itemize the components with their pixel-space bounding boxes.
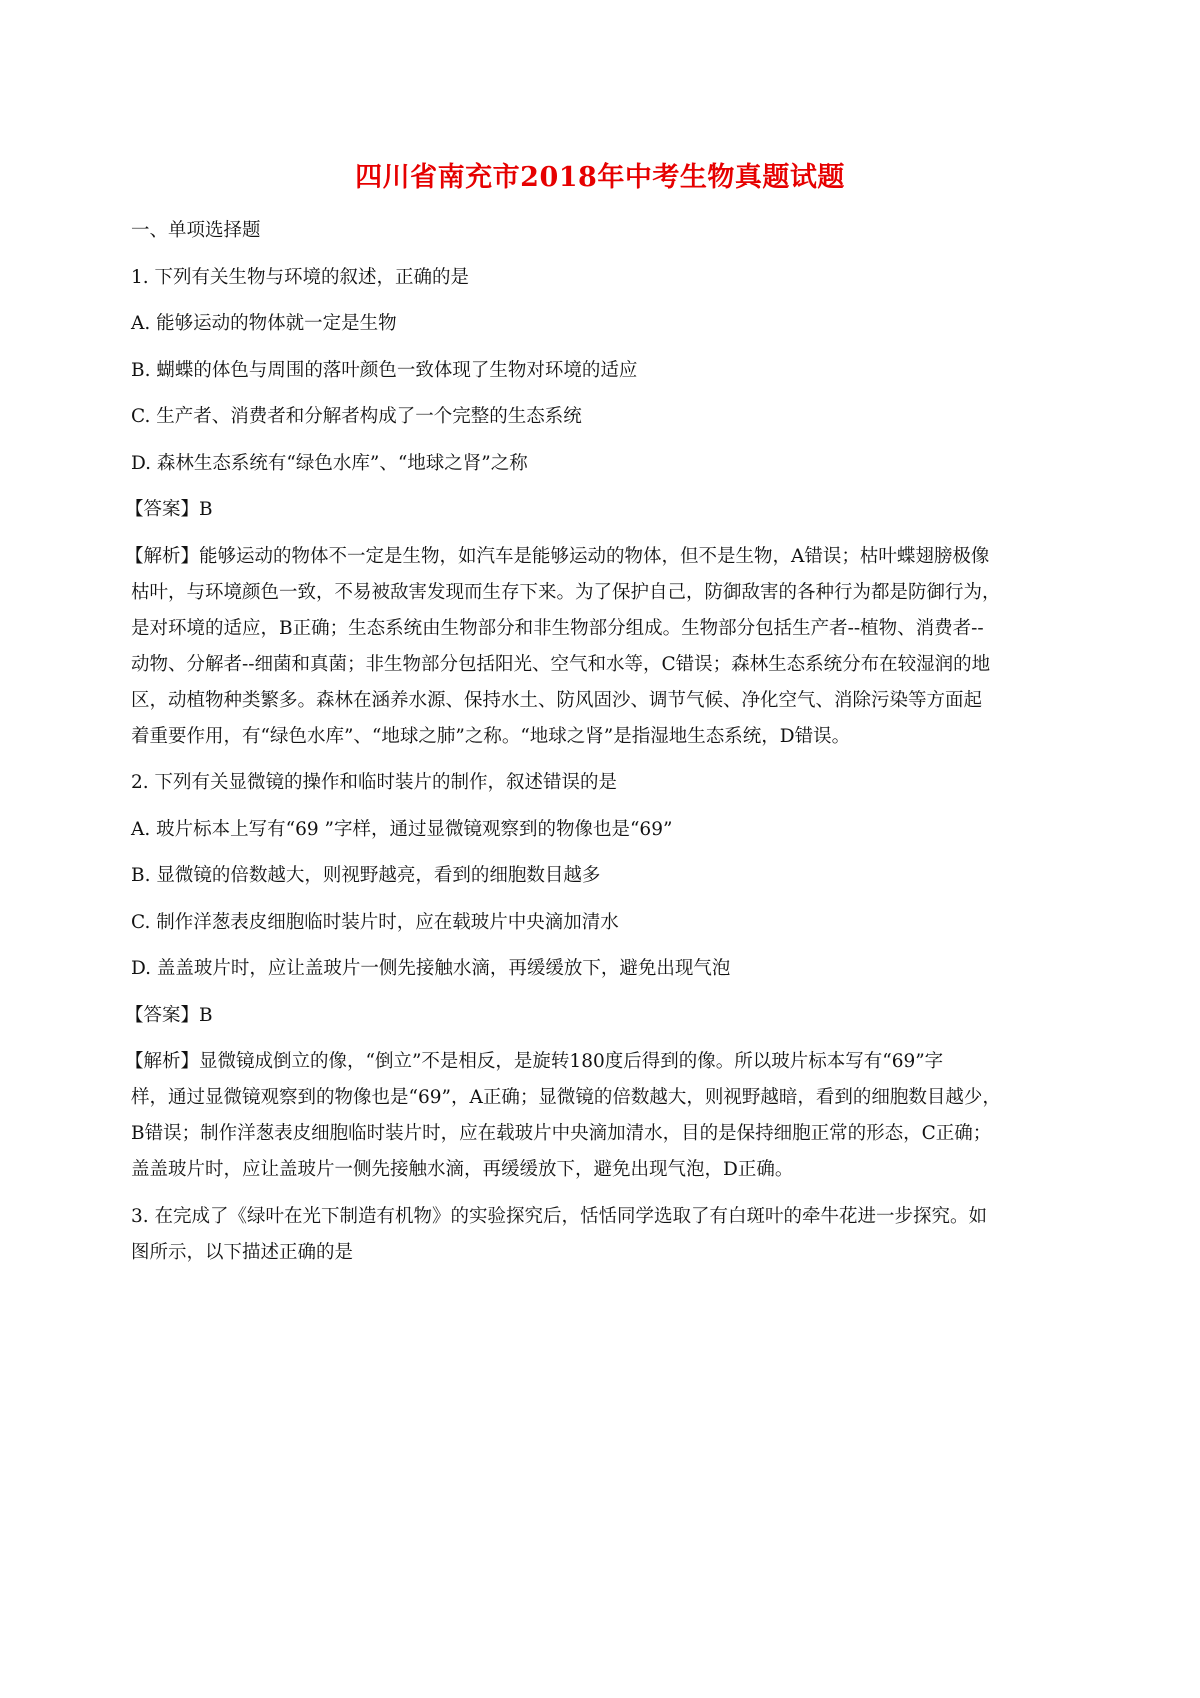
option-c: C. 生产者、消费者和分解者构成了一个完整的生态系统	[131, 406, 582, 427]
option-d: D. 森林生态系统有“绿色水库”、“地球之肾”之称	[131, 452, 528, 474]
option-a: A. 能够运动的物体就一定是生物	[131, 313, 397, 334]
option-a: A. 玻片标本上写有“69 ”字样，通过显微镜观察到的物像也是“69”	[131, 818, 673, 840]
section-heading: 一、单项选择题	[131, 220, 261, 241]
analysis-line: 动物、分解者--细菌和真菌；非生物部分包括阳光、空气和水等，C错误；森林生态系统分布在较湿润的地	[131, 653, 991, 675]
document-body	[125, 213, 1071, 1281]
question-1	[125, 260, 1071, 755]
analysis-line: 【解析】显微镜成倒立的像，“倒立”不是相反，是旋转180度后得到的像。所以玻片标本写有“69”字	[125, 1051, 944, 1072]
analysis	[125, 1044, 1071, 1188]
option-b: B. 蝴蝶的体色与周围的落叶颜色一致体现了生物对环境的适应	[131, 359, 638, 381]
page-title: 四川省南充市2018年中考生物真题试题	[355, 162, 845, 193]
analysis-line: B错误；制作洋葱表皮细胞临时装片时，应在载玻片中央滴加清水，目的是保持细胞正常的形态，C正确；	[131, 1123, 992, 1144]
analysis-line: 是对环境的适应，B正确；生态系统由生物部分和非生物部分组成。生物部分包括生产者--植物、消费者--	[131, 617, 984, 639]
analysis	[125, 539, 1071, 755]
question-stem: 1. 下列有关生物与环境的叙述，正确的是	[131, 266, 470, 288]
analysis-line: 着重要作用，有“绿色水库”、“地球之肺”之称。“地球之肾”是指湿地生态系统，D错误。	[131, 725, 851, 747]
answer: 【答案】B	[125, 499, 213, 520]
analysis-line: 盖盖玻片时，应让盖玻片一侧先接触水滴，再缓缓放下，避免出现气泡，D正确。	[131, 1159, 794, 1180]
question-stem: 2. 下列有关显微镜的操作和临时装片的制作，叙述错误的是	[131, 772, 618, 793]
question-stem-line: 图所示，以下描述正确的是	[131, 1241, 354, 1263]
analysis-line: 【解析】能够运动的物体不一定是生物，如汽车是能够运动的物体，但不是生物，A错误；枯叶蝶翅膀极像	[125, 545, 990, 567]
question-stem-line: 3. 在完成了《绿叶在光下制造有机物》的实验探究后，恬恬同学选取了有白斑叶的牵牛花进一步探究。如	[131, 1205, 988, 1227]
analysis-line: 枯叶，与环境颜色一致，不易被敌害发现而生存下来。为了保护自己，防御敌害的各种行为都是防御行为，	[131, 581, 1001, 603]
question-3	[131, 1199, 1071, 1271]
option-d: D. 盖盖玻片时，应让盖玻片一侧先接触水滴，再缓缓放下，避免出现气泡	[131, 958, 731, 979]
option-b: B. 显微镜的倍数越大，则视野越亮，看到的细胞数目越多	[131, 865, 601, 886]
question-stem	[131, 1199, 1071, 1271]
question-2	[125, 765, 1071, 1188]
answer: 【答案】B	[125, 1004, 213, 1026]
option-c: C. 制作洋葱表皮细胞临时装片时，应在载玻片中央滴加清水	[131, 911, 619, 933]
analysis-line: 区，动植物种类繁多。森林在涵养水源、保持水土、防风固沙、调节气候、净化空气、消除污染等方面起	[131, 689, 983, 711]
analysis-line: 样，通过显微镜观察到的物像也是“69”，A正确；显微镜的倍数越大，则视野越暗，看到的细胞数目越少，	[131, 1087, 1001, 1108]
